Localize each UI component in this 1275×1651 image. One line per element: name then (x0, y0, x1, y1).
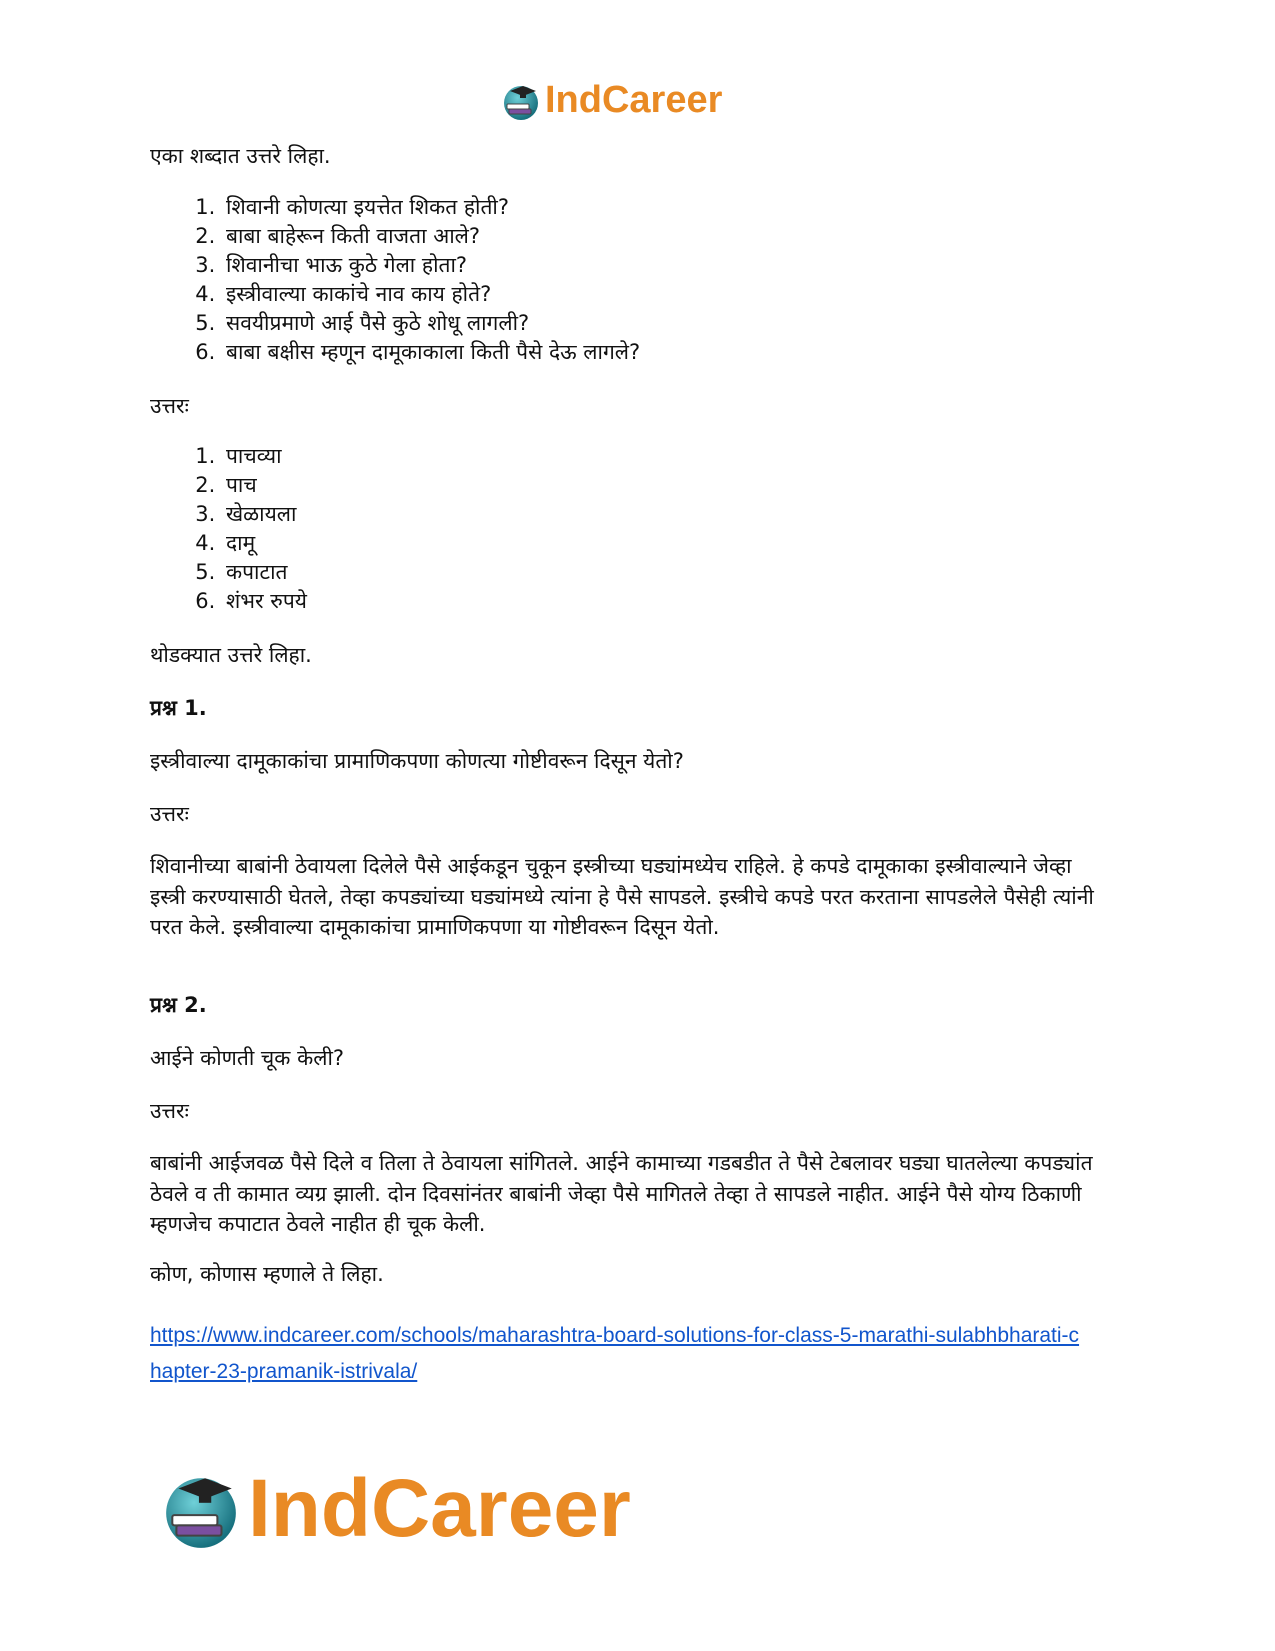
list-item: 5. सवयीप्रमाणे आई पैसे कुठे शोधू लागली? (222, 309, 1125, 338)
section-heading: कोण, कोणास म्हणाले ते लिहा. (150, 1262, 384, 1286)
header-logo (501, 79, 771, 126)
section-two-heading (150, 640, 1125, 670)
list-item: 4. दामू (222, 529, 1125, 558)
question-1-answer (150, 851, 1110, 943)
question-text: इस्त्रीवाल्या दामूकाकांचा प्रामाणिकपणा कोणत्या गोष्टीवरून दिसून येतो? (150, 749, 684, 773)
question-2-label (150, 990, 1125, 1020)
brand-wordmark: IndCareer (545, 79, 723, 121)
answers-list (150, 442, 1125, 616)
brand-wordmark: IndCareer (248, 1463, 631, 1554)
section-heading: थोडक्यात उत्तरे लिहा. (150, 643, 312, 667)
list-item: 2. पाच (222, 471, 1125, 500)
question-1-answer-label (150, 799, 1125, 829)
answer-label-text: उत्तरः (150, 394, 189, 418)
answer-label-text: उत्तरः (150, 802, 189, 826)
list-item: 2. बाबा बाहेरून किती वाजता आले? (222, 222, 1125, 251)
section-one-word-answers (150, 141, 1125, 171)
question-2-answer-label (150, 1096, 1125, 1126)
section-three-heading (150, 1259, 1125, 1289)
list-item: 3. शिवानीचा भाऊ कुठे गेला होता? (222, 251, 1125, 280)
answer-label-text: उत्तरः (150, 1099, 189, 1123)
globe-book-icon (501, 82, 541, 122)
section-heading: एका शब्दात उत्तरे लिहा. (150, 144, 331, 168)
list-item: 6. शंभर रुपये (222, 587, 1125, 616)
list-item: 1. पाचव्या (222, 442, 1125, 471)
list-item: 5. कपाटात (222, 558, 1125, 587)
list-item: 1. शिवानी कोणत्या इयत्तेत शिकत होती? (222, 193, 1125, 222)
list-item: 6. बाबा बक्षीस म्हणून दामूकाकाला किती पैसे देऊ लागले? (222, 338, 1125, 367)
questions-list (150, 193, 1125, 367)
question-1-text (150, 746, 1125, 776)
question-label: प्रश्न 2. (150, 993, 207, 1017)
globe-book-icon (160, 1470, 242, 1552)
footer-logo (160, 1463, 700, 1560)
question-2-text (150, 1043, 1125, 1073)
list-item: 4. इस्त्रीवाल्या काकांचे नाव काय होते? (222, 280, 1125, 309)
question-label: प्रश्न 1. (150, 696, 207, 720)
question-2-answer (150, 1148, 1110, 1240)
answer-paragraph: शिवानीच्या बाबांनी ठेवायला दिलेले पैसे आईकडून चुकून इस्त्रीच्या घड्यांमध्येच राहिले. हे कपडे दामूकाका इस्त्रीवाल्याने जेव्हा इस्त्री करण्यासाठी घेतले, तेव्हा कपड्यांच्या घड्यांमध्ये त्यांना हे पैसे सापडले. इस्त्रीचे कपडे परत करताना सापडलेले पैसेही त्यांनी परत केले. इस्त्रीवाल्या दामूकाकांचा प्रामाणिकपणा या गोष्टीवरून दिसून येतो. (150, 854, 1094, 939)
answer-paragraph: बाबांनी आईजवळ पैसे दिले व तिला ते ठेवायला सांगितले. आईने कामाच्या गडबडीत ते पैसे टेबलावर घड्या घातलेल्या कपड्यांत ठेवले व ती कामात व्यग्र झाली. दोन दिवसांनंतर बाबांनी जेव्हा पैसे मागितले तेव्हा ते सापडले नाहीत. आईने पैसे योग्य ठिकाणी म्हणजेच कपाटात ठेवले नाहीत ही चूक केली. (150, 1151, 1093, 1236)
question-text: आईने कोणती चूक केली? (150, 1046, 345, 1070)
footer-link-block (150, 1318, 1080, 1390)
source-link[interactable]: https://www.indcareer.com/schools/maharashtra-board-solutions-for-class-5-marathi-sulabhbharati-chapter-23-pramanik-istrivala/ (150, 1324, 1080, 1383)
list-item: 3. खेळायला (222, 500, 1125, 529)
answer-label (150, 391, 1125, 421)
question-1-label (150, 693, 1125, 723)
